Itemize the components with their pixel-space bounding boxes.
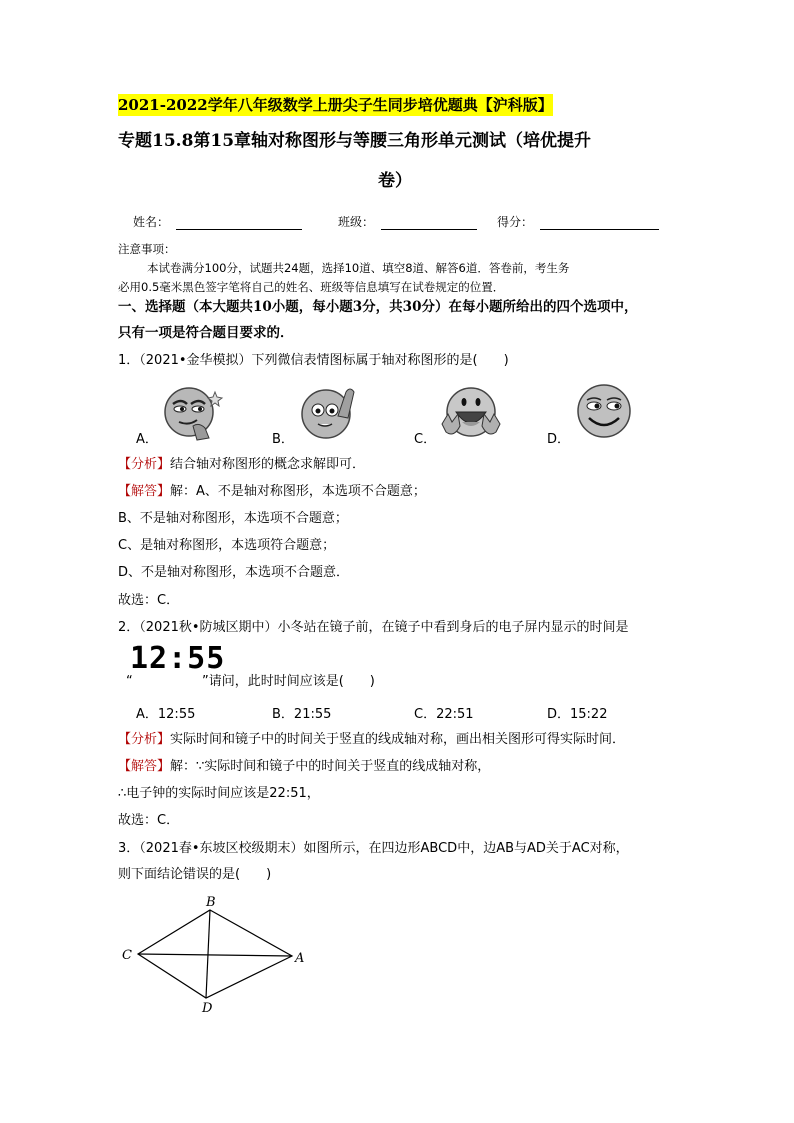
series-title: 2021-2022学年八年级数学上册尖子生同步培优题典【沪科版】 (118, 96, 553, 114)
score-label: 得分： (497, 215, 534, 229)
answer-tag: 【解答】 (118, 759, 171, 774)
question-2-stem: 2．（2021秋•防城区期中）小冬站在镜子前，在镜子中看到身后的电子屏内显示的时间是 (118, 620, 629, 635)
label-d: D (202, 1001, 213, 1016)
q2-option-b[interactable]: B．21:55 (272, 707, 332, 722)
q2-analysis (118, 730, 625, 750)
q2-option-d[interactable]: D．15:22 (547, 707, 608, 722)
analysis-text: 结合轴对称图形的概念求解即可． (170, 457, 366, 472)
analysis-tag: 【分析】 (118, 457, 171, 472)
q2-choice: 故选：C． (118, 813, 180, 828)
answer-tag: 【解答】 (118, 484, 171, 499)
analysis-tag: 【分析】 (118, 732, 171, 747)
label-b: B (206, 895, 216, 910)
q2-answer-line-2: ∴电子钟的实际时间应该是22:51， (118, 786, 320, 801)
q2-option-c[interactable]: C．22:51 (414, 707, 474, 722)
section-heading-cont: 只有一项是符合题目要求的． (118, 325, 294, 341)
analysis-text: 实际时间和镜子中的时间关于竖直的线成轴对称，画出相关图形可得实际时间． (170, 732, 626, 747)
emoji-b-icon (298, 382, 358, 442)
quadrilateral-diagram (118, 892, 318, 1017)
q1-option-b[interactable]: B． (272, 432, 294, 447)
q1-answer-line-2: B、不是轴对称图形，本选项不合题意； (118, 511, 348, 526)
q2-option-a[interactable]: A．12:55 (136, 707, 196, 722)
notice-heading: 注意事项： (118, 242, 176, 256)
q1-answer (118, 482, 426, 502)
class-field[interactable] (381, 229, 477, 230)
q1-analysis (118, 455, 365, 475)
quote-open: “ (126, 674, 133, 689)
name-label: 姓名： (133, 215, 170, 229)
answer-line: 解：∵实际时间和镜子中的时间关于竖直的线成轴对称， (170, 759, 491, 774)
class-label: 班级： (338, 215, 375, 229)
question-3-stem-cont: 则下面结论错误的是( ) (118, 867, 272, 882)
diagonal-bd (206, 910, 210, 998)
q2-answer (118, 757, 490, 777)
question-3-stem: 3．（2021春•东坡区校级期末）如图所示，在四边形ABCD中，边AB与AD关于AC对称， (118, 841, 629, 856)
digital-clock: 12:55 (130, 641, 226, 676)
question-1-stem: 1．（2021•金华模拟）下列微信表情图标属于轴对称图形的是( ) (118, 353, 509, 368)
emoji-d-icon (575, 382, 633, 440)
diagonal-ac (138, 954, 292, 956)
emoji-a-icon (163, 384, 225, 442)
section-heading: 一、选择题（本大题共10小题，每小题3分，共30分）在每小题所给出的四个选项中， (118, 299, 638, 315)
q1-answer-line-4: D、不是轴对称图形，本选项不合题意． (118, 565, 350, 580)
q1-option-a[interactable]: A． (136, 432, 158, 447)
name-field[interactable] (176, 229, 302, 230)
notice-line-2: 必用0.5毫米黑色签字笔将自己的姓名、班级等信息填写在试卷规定的位置． (118, 280, 505, 294)
q1-option-d[interactable]: D． (547, 432, 571, 447)
notice-line-1: 本试卷满分100分，试题共24题，选择10道、填空8道、解答6道．答卷前，考生务 (147, 261, 570, 275)
q1-answer-line-3: C、是轴对称图形，本选项符合题意； (118, 538, 336, 553)
page-title: 专题15.8第15章轴对称图形与等腰三角形单元测试（培优提升 (118, 131, 592, 151)
question-2-stem-tail: ”请问，此时时间应该是( ) (202, 674, 375, 689)
q1-choice: 故选：C． (118, 593, 180, 608)
label-a: A (295, 951, 305, 966)
label-c: C (122, 948, 132, 963)
q1-option-c[interactable]: C． (414, 432, 437, 447)
score-field[interactable] (540, 229, 659, 230)
page-title-cont: 卷） (378, 171, 412, 191)
answer-line: 解：A、不是轴对称图形，本选项不合题意； (170, 484, 426, 499)
emoji-c-icon (438, 384, 504, 442)
